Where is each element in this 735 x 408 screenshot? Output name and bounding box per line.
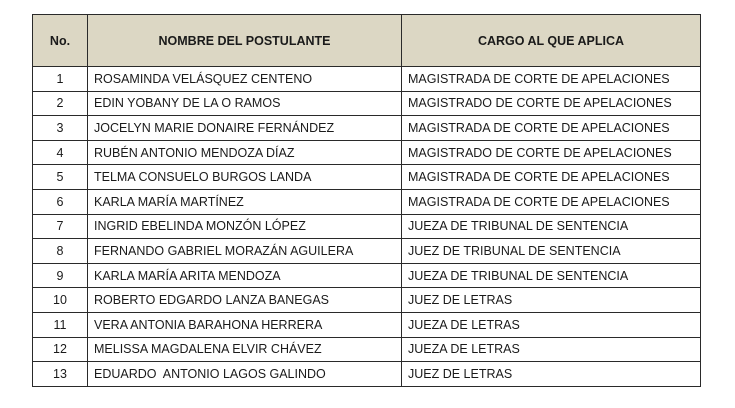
table-row — [33, 362, 701, 387]
position-applied: JUEZA DE LETRAS — [402, 337, 701, 362]
row-number: 8 — [33, 239, 88, 264]
position-applied: MAGISTRADA DE CORTE DE APELACIONES — [402, 165, 701, 190]
table-row — [33, 312, 701, 337]
applicant-name: EDUARDO ANTONIO LAGOS GALINDO — [88, 362, 402, 387]
row-number: 11 — [33, 312, 88, 337]
position-applied: JUEZ DE TRIBUNAL DE SENTENCIA — [402, 239, 701, 264]
table-row — [33, 91, 701, 116]
applicant-name: KARLA MARÍA ARITA MENDOZA — [88, 263, 402, 288]
applicant-name: FERNANDO GABRIEL MORAZÁN AGUILERA — [88, 239, 402, 264]
applicants-table-container — [32, 14, 700, 387]
position-applied: JUEZ DE LETRAS — [402, 288, 701, 313]
position-applied: MAGISTRADA DE CORTE DE APELACIONES — [402, 189, 701, 214]
applicant-name: KARLA MARÍA MARTÍNEZ — [88, 189, 402, 214]
table-row — [33, 239, 701, 264]
table-row — [33, 263, 701, 288]
row-number: 13 — [33, 362, 88, 387]
row-number: 6 — [33, 189, 88, 214]
table-row — [33, 140, 701, 165]
row-number: 12 — [33, 337, 88, 362]
position-applied: JUEZ DE LETRAS — [402, 362, 701, 387]
row-number: 5 — [33, 165, 88, 190]
position-applied: JUEZA DE LETRAS — [402, 312, 701, 337]
table-row — [33, 67, 701, 92]
row-number: 9 — [33, 263, 88, 288]
applicant-name: INGRID EBELINDA MONZÓN LÓPEZ — [88, 214, 402, 239]
position-applied: JUEZA DE TRIBUNAL DE SENTENCIA — [402, 214, 701, 239]
position-applied: MAGISTRADO DE CORTE DE APELACIONES — [402, 91, 701, 116]
table-row — [33, 116, 701, 141]
row-number: 2 — [33, 91, 88, 116]
position-applied: MAGISTRADO DE CORTE DE APELACIONES — [402, 140, 701, 165]
row-number: 7 — [33, 214, 88, 239]
applicants-table — [32, 14, 701, 387]
applicant-name: VERA ANTONIA BARAHONA HERRERA — [88, 312, 402, 337]
table-row — [33, 214, 701, 239]
applicant-name: RUBÉN ANTONIO MENDOZA DÍAZ — [88, 140, 402, 165]
applicant-name: ROSAMINDA VELÁSQUEZ CENTENO — [88, 67, 402, 92]
applicant-name: ROBERTO EDGARDO LANZA BANEGAS — [88, 288, 402, 313]
applicant-name: MELISSA MAGDALENA ELVIR CHÁVEZ — [88, 337, 402, 362]
header-number: No. — [33, 15, 88, 67]
row-number: 1 — [33, 67, 88, 92]
table-row — [33, 189, 701, 214]
header-position: CARGO AL QUE APLICA — [402, 15, 701, 67]
applicant-name: TELMA CONSUELO BURGOS LANDA — [88, 165, 402, 190]
header-applicant-name: NOMBRE DEL POSTULANTE — [88, 15, 402, 67]
table-header-row — [33, 15, 701, 67]
applicant-name: JOCELYN MARIE DONAIRE FERNÁNDEZ — [88, 116, 402, 141]
row-number: 3 — [33, 116, 88, 141]
table-row — [33, 337, 701, 362]
position-applied: JUEZA DE TRIBUNAL DE SENTENCIA — [402, 263, 701, 288]
position-applied: MAGISTRADA DE CORTE DE APELACIONES — [402, 116, 701, 141]
row-number: 4 — [33, 140, 88, 165]
position-applied: MAGISTRADA DE CORTE DE APELACIONES — [402, 67, 701, 92]
row-number: 10 — [33, 288, 88, 313]
table-row — [33, 288, 701, 313]
applicant-name: EDIN YOBANY DE LA O RAMOS — [88, 91, 402, 116]
table-row — [33, 165, 701, 190]
